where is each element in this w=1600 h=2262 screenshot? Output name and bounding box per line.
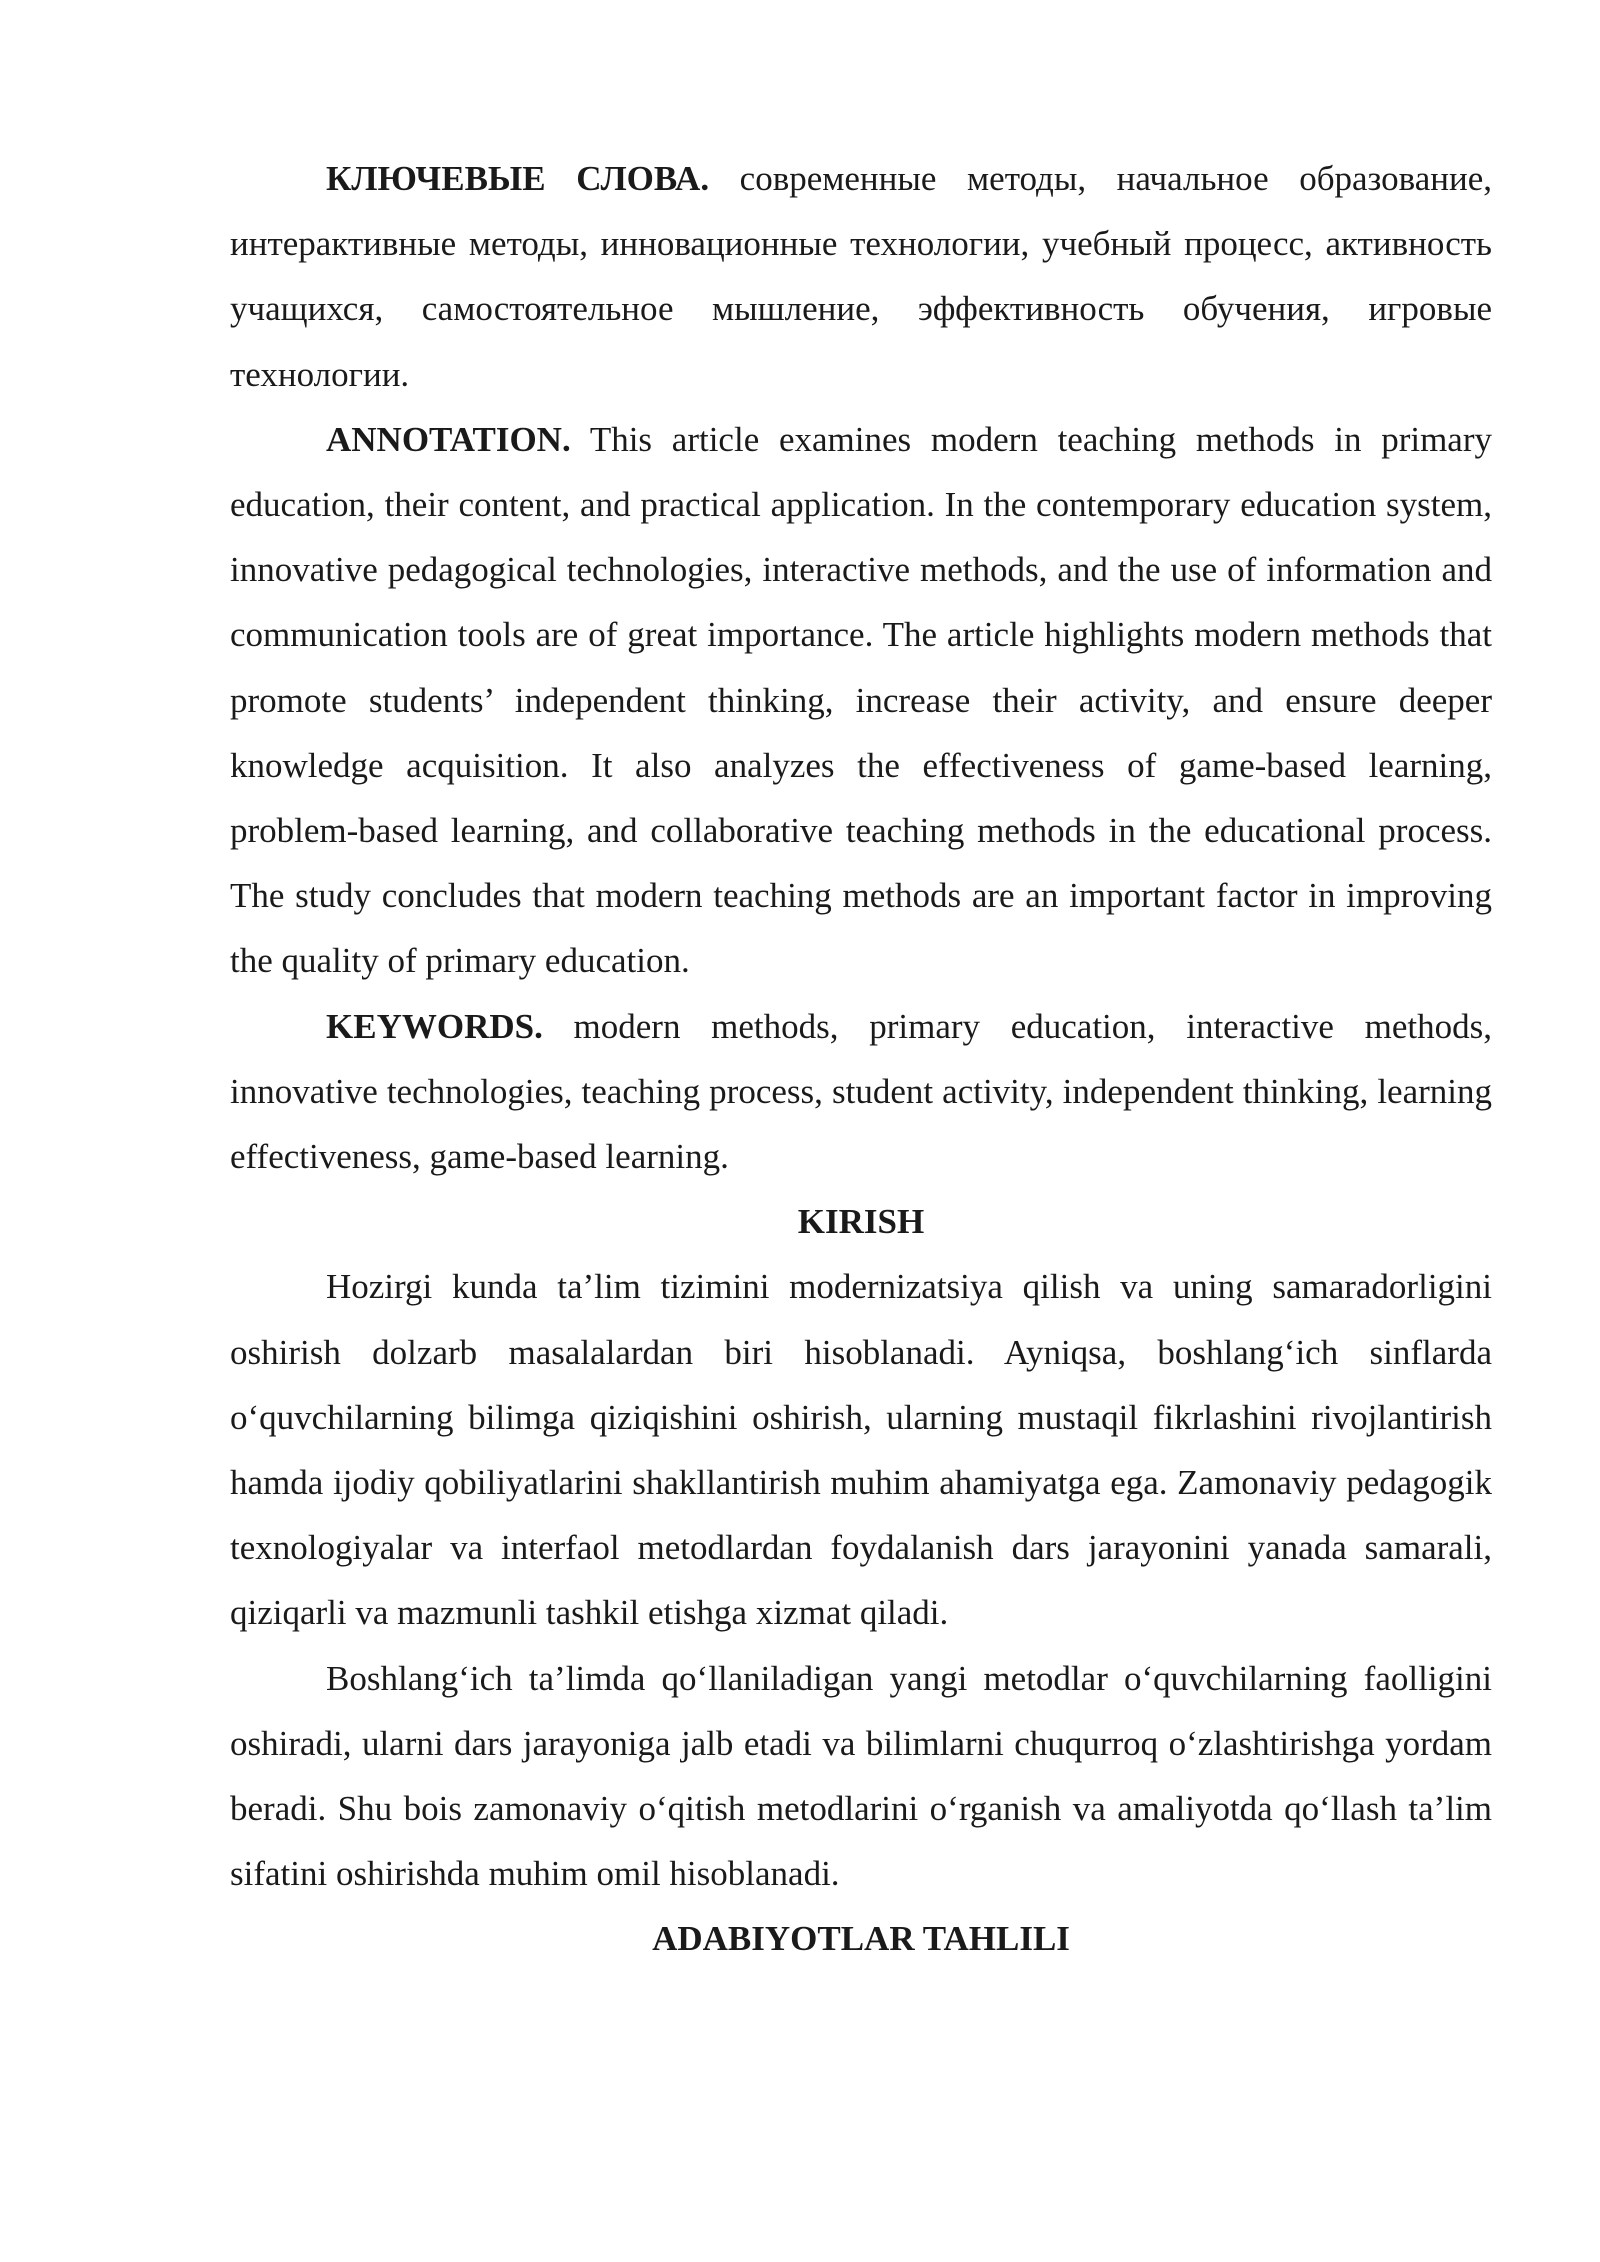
keywords-ru-paragraph xyxy=(230,146,1492,407)
keywords-en-text: modern methods, primary education, interactive methods, innovative technologies, teaching process, student activity, independent thinking, learning effectiveness, game-based learning. xyxy=(230,1006,1492,1177)
keywords-en-paragraph xyxy=(230,994,1492,1190)
annotation-paragraph xyxy=(230,407,1492,994)
literature-heading: ADABIYOTLAR TAHLILI xyxy=(652,1919,1070,1959)
keywords-ru-text: современные методы, начальное образование, интерактивные методы, инновационные технологии, учебный процесс, активность учащихся, самостоятельное мышление, эффективность обучения, игровые технологии. xyxy=(230,159,1492,394)
annotation-label: ANNOTATION. xyxy=(326,419,571,459)
keywords-en-label: KEYWORDS. xyxy=(326,1006,543,1046)
kirish-paragraph: Hozirgi kunda ta’lim tizimini modernizatsiya qilish va uning samaradorligini oshirish dolzarb masalalardan biri hisoblanadi. Ayniqsa, boshlang‘ich sinflarda o‘quvchilarning bilimga qiziqishini oshirish, ularning mustaqil fikrlashini rivojlantirish hamda ijodiy qobiliyatlarini shakllantirish muhim ahamiyatga ega. Zamonaviy pedagogik texnologiyalar va interfaol metodlardan foydalanish dars jarayonini yanada samarali, qiziqarli va mazmunli tashkil etishga xizmat qiladi. xyxy=(230,1267,1492,1633)
kirish-heading: KIRISH xyxy=(797,1202,925,1242)
page-content xyxy=(230,146,1492,1972)
annotation-text: This article examines modern teaching methods in primary education, their content, and practical application. In the contemporary education system, innovative pedagogical technologies, interactive methods, and the use of information and communication tools are of great importance. The article highlights modern methods that promote students’ independent thinking, increase their activity, and ensure deeper knowledge acquisition. It also analyzes the effectiveness of game-based learning, problem-based learning, and collaborative teaching methods in the educational process. The study concludes that modern teaching methods are an important factor in improving the quality of primary education. xyxy=(230,419,1492,981)
kirish-paragraph: Boshlang‘ich ta’limda qo‘llaniladigan yangi metodlar o‘quvchilarning faolligini oshiradi, ularni dars jarayoniga jalb etadi va bilimlarni chuqurroq o‘zlashtirishga yordam beradi. Shu bois zamonaviy o‘qitish metodlarini o‘rganish va amaliyotda qo‘llash ta’lim sifatini oshirishda muhim omil hisoblanadi. xyxy=(230,1658,1492,1894)
keywords-ru-label: КЛЮЧЕВЫЕ СЛОВА. xyxy=(326,159,710,198)
